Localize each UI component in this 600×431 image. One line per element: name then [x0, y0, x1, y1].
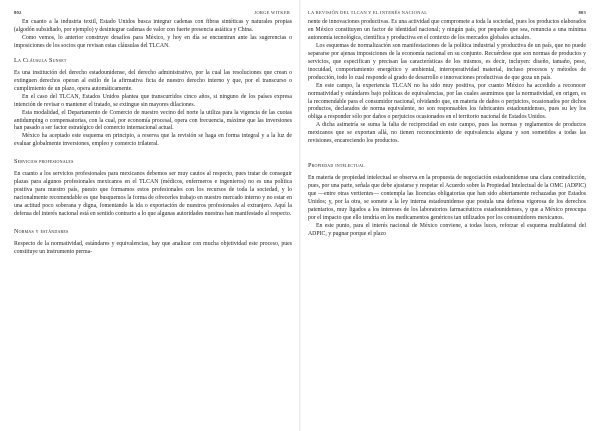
section-heading-sunset: La Cláusula Sunset	[14, 56, 67, 64]
right-page-number: 803	[578, 10, 586, 15]
paragraph: Los esquemas de normalización son manifestaciones de la política industrial y productiva de un país, que no puede separarse por ajenas imposiciones de la economía nacional en su conjunto. Recuérdese que son normas de productos y servicios, que especifican y precisan las características de los mismos, es decir, incluyen: diseño, tamaño, peso, inocuidad, comportamiento energético y ambiental, interoperatividad material, incluso procesos y métodos de producción, todo lo cual responde al grado de desarrollo e innovaciones productivas de que goza un país.	[308, 42, 586, 81]
right-page	[300, 0, 600, 431]
section-heading-normas: Normas y estándares	[14, 228, 69, 236]
paragraph: Respecto de la normatividad, estándares y equivalencias, hay que analizar con mucha objetividad este proceso, pues constituye un instrumento perma-	[14, 241, 292, 256]
left-page-header	[14, 10, 292, 15]
paragraph: En materia de propiedad intelectual se observa en la propuesta de negociación estadounidense una clara contradicción, pues, por una parte, señala que debe ajustarse y respetar el Acuerdo sobre la Propiedad Intelectual de la OMC (ADPIC) que —entre otras vertientes— contempla las licencias obligatorias que han sido abiertamente rechazadas por Estados Unidos; y, por la otra, se somete a la ley interna estadounidense que postula una defensa vigorosa de los derechos patentarios, muy ligados a los intereses de los laboratorios farmacéuticos estadounidenses, y que a México preocupa por el impacto que ello tendría en los medicamentos genéricos tan utilizados por los consumidores mexicanos.	[308, 175, 586, 222]
left-page-number: 802	[14, 10, 22, 15]
paragraph: Como vemos, lo anterior construye desafíos para México, y hoy en día se encuentran ante las sugerencias o imposiciones de los socios que revisan estas cláusulas del TLCAN.	[14, 34, 292, 49]
right-page-header	[308, 10, 586, 15]
section-heading-propiedad: Propiedad intelectual	[308, 162, 365, 170]
right-running-head: LA REVISIÓN DEL TLCAN Y EL INTERÉS NACIONAL	[308, 10, 428, 15]
paragraph: México ha aceptado este esquema en principio, a reserva que la revisión se haga en forma integral y a la luz de evaluar globalmente inversiones, empleo y comercio trilateral.	[14, 133, 292, 148]
paragraph: En este punto, para el interés nacional de México conviene, a todas luces, reforzar el esquema multilateral del ADPIC, y pugnar porque el plazo	[308, 222, 586, 237]
paragraph: Esta modalidad, el Departamento de Comercio de nuestro vecino del norte la utiliza para la vigencia de las cuotas antidumping o compensatorias, con la cual, por economía procesal, opera con frecuencia, máxime que las inversiones han pasado a ser factor estratégico del comercio internacional actual.	[14, 109, 292, 132]
paragraph: nente de innovaciones productivas. Es una actividad que compromete a toda la sociedad, pues los productos elaborados en México constituyen un factor de identidad nacional; y ningún país, por pequeño que sea, renuncia a una mínima autonomía tecnológica, científica y productiva en el contexto de los mercados globales actuales.	[308, 19, 586, 41]
left-running-head: JORGE WITKER	[254, 10, 290, 15]
paragraph: En cuanto a la industria textil, Estado Unidos busca integrar cadenas con fibras sintéticas y naturales propias (algodón subsidiado, por ejemplo) y desintegrar cadenas de valor con fuerte presencia asiática y China.	[14, 19, 292, 33]
right-page-content	[308, 19, 586, 239]
paragraph: A dicha asimetría se suma la falta de reciprocidad en este campo, pues las normas y reglamentos de productos mexicanos que se exportan allá, no tienen reconocimiento de equivalencia alguna y son sometidos a todas las revisiones, encareciendo los productos.	[308, 122, 586, 145]
left-page-content	[14, 19, 292, 257]
paragraph: Es una institución del derecho estadounidense, del derecho administrativo, por la cual las resoluciones que crean o extinguen derechos operan al estilo de la afirmativa ficta de nuestro derecho interno y que, por el transcurso o cumplimiento de un plazo, opera automáticamente.	[14, 69, 292, 92]
paragraph: En el caso del TLCAN, Estados Unidos plantea que transcurridos cinco años, si ninguno de los países expresa intención de revisar o mantener el tratado, se extingue sin mayores dilaciones.	[14, 93, 292, 108]
paragraph: En cuanto a los servicios profesionales para mexicanos debemos ser muy cautos al respecto, pues tratar de conseguir plazas para algunos profesionales mexicanos en el TLCAN (médicos, enfermeros e ingenieros) no es una política positiva para nuestro país, puesto que formamos estos profesionales con los recursos de toda la sociedad, y lo nacionalmente recomendable es que busquemos la forma de ofrecerles trabajo en nuestro mercado interno y no estar en una actitud poco soberana y digna, fomentando la ida o exportación de nuestros profesionales al extranjero. Aquí la defensa del interés nacional está en sentido contrario a lo que algunas autoridades nuestras han manifestado al respecto.	[14, 171, 292, 218]
section-heading-servicios: Servicios profesionales	[14, 158, 74, 166]
paragraph: En este campo, la experiencia TLCAN no ha sido muy positiva, por cuanto México ha accedido a reconocer normatividad y estándares bajo políticas de equivalencias, por las cuales asumimos que la normatividad, en origen, es la recomendable para el consumidor nacional, olvidando que, en materia de daños o perjuicios, ocasionados por dichos productos, declarados de norma equivalente, no son responsables los fabricantes estadounidenses, pues su ley los obliga a responder sólo por daños o perjuicios ocasionados en el territorio nacional de Estados Unidos.	[308, 82, 586, 121]
